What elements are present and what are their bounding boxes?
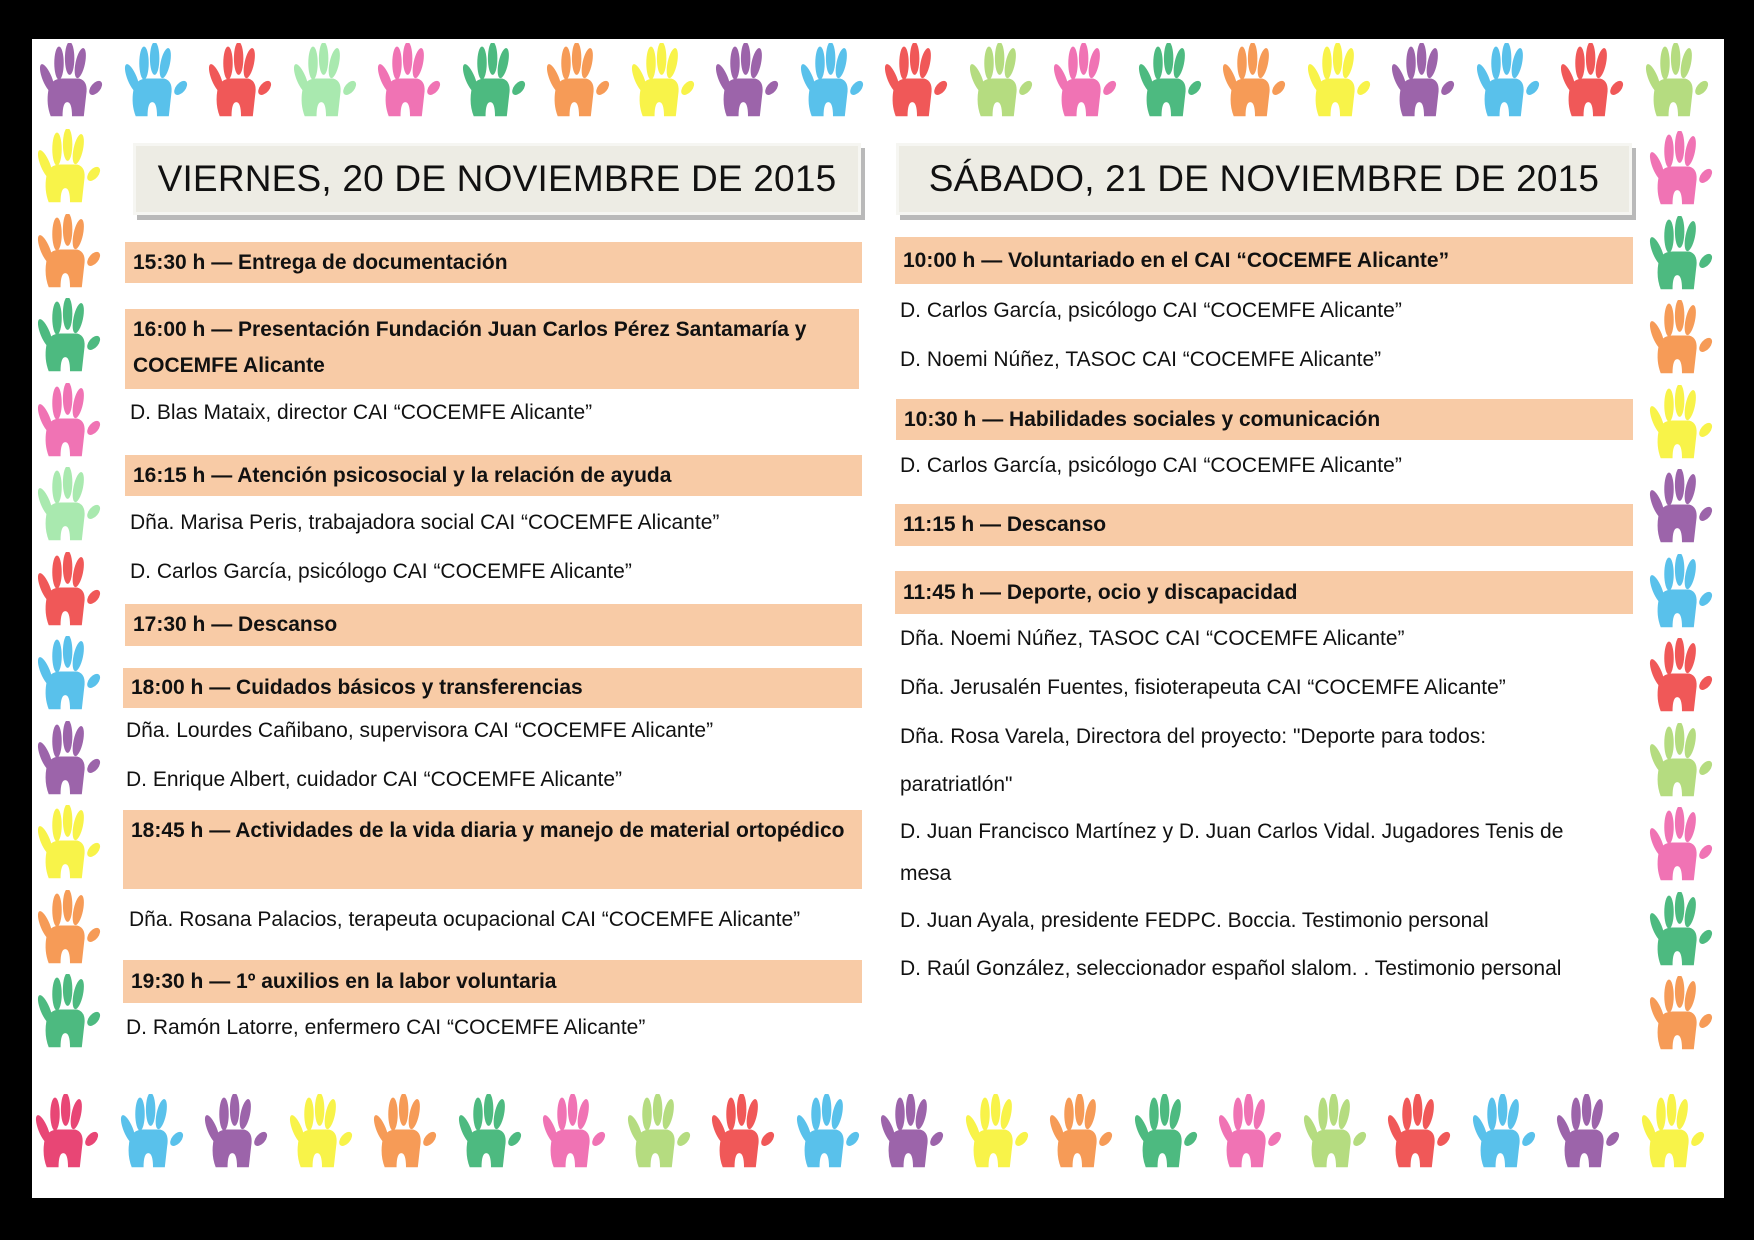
handprint-icon bbox=[1646, 385, 1718, 463]
handprint-icon bbox=[286, 1094, 358, 1172]
handprint-icon bbox=[32, 1094, 104, 1172]
handprint-icon bbox=[1473, 43, 1545, 121]
speaker-line: D. Juan Francisco Martínez y D. Juan Carlos Vidal. Jugadores Tenis de mesa bbox=[900, 820, 1564, 885]
speaker-line: Dña. Rosana Palacios, terapeuta ocupacional CAI “COCEMFE Alicante” bbox=[129, 908, 801, 931]
session-title: 16:15 h — Atención psicosocial y la relación de ayuda bbox=[133, 463, 672, 487]
handprint-icon bbox=[34, 467, 106, 545]
session-title: 18:45 h — Actividades de la vida diaria y manejo de material ortopédico bbox=[131, 819, 845, 842]
handprint-icon bbox=[1646, 469, 1718, 547]
saturday-heading-text: SÁBADO, 21 DE NOVIEMBRE DE 2015 bbox=[928, 158, 1600, 199]
session-bar bbox=[123, 960, 862, 1003]
session-title: 10:00 h — Voluntariado en el CAI “COCEMFE Alicante” bbox=[903, 248, 1450, 272]
speaker-line: D. Carlos García, psicólogo CAI “COCEMFE Alicante” bbox=[900, 299, 1402, 322]
speaker-line: D. Ramón Latorre, enfermero CAI “COCEMFE Alicante” bbox=[126, 1016, 646, 1039]
handprint-icon bbox=[1646, 554, 1718, 632]
session-bar bbox=[895, 504, 1633, 546]
session-title: 15:30 h — Entrega de documentación bbox=[133, 250, 508, 274]
handprint-icon bbox=[1135, 43, 1207, 121]
handprint-icon bbox=[36, 43, 108, 121]
session-title: 11:45 h — Deporte, ocio y discapacidad bbox=[903, 580, 1298, 604]
friday-heading-text: VIERNES, 20 DE NOVIEMBRE DE 2015 bbox=[157, 158, 837, 199]
session-title: 11:15 h — Descanso bbox=[903, 513, 1107, 536]
speaker-line: D. Raúl González, seleccionador español slalom. . Testimonio personal bbox=[900, 957, 1562, 980]
session-bar bbox=[125, 604, 862, 646]
saturday-heading bbox=[896, 143, 1632, 215]
handprint-icon bbox=[797, 43, 869, 121]
handprint-icon bbox=[34, 890, 106, 968]
handprint-icon bbox=[201, 1094, 273, 1172]
handprint-icon bbox=[966, 43, 1038, 121]
speaker-line: Dña. Lourdes Cañibano, supervisora CAI “COCEMFE Alicante” bbox=[126, 719, 714, 742]
session-bar bbox=[895, 571, 1633, 614]
handprint-icon bbox=[1384, 1094, 1456, 1172]
handprint-icon bbox=[34, 974, 106, 1052]
handprint-icon bbox=[1646, 131, 1718, 209]
speaker-line: Dña. Jerusalén Fuentes, fisioterapeuta CAI “COCEMFE Alicante” bbox=[900, 676, 1506, 699]
handprint-icon bbox=[1646, 638, 1718, 716]
speaker-line: D. Blas Mataix, director CAI “COCEMFE Alicante” bbox=[130, 401, 593, 424]
speaker-line: D. Juan Ayala, presidente FEDPC. Boccia. Testimonio personal bbox=[900, 909, 1489, 932]
handprint-icon bbox=[1646, 216, 1718, 294]
handprint-icon bbox=[455, 1094, 527, 1172]
handprint-icon bbox=[34, 129, 106, 207]
handprint-icon bbox=[117, 1094, 189, 1172]
handprint-icon bbox=[1131, 1094, 1203, 1172]
session-title: 16:00 h — Presentación Fundación Juan Carlos Pérez Santamaría y COCEMFE Alicante bbox=[133, 318, 807, 377]
session-bar bbox=[125, 455, 862, 496]
handprint-icon bbox=[374, 43, 446, 121]
handprint-icon bbox=[1050, 43, 1122, 121]
handprint-icon bbox=[34, 214, 106, 292]
handprint-icon bbox=[881, 43, 953, 121]
session-bar bbox=[125, 309, 859, 389]
handprint-icon bbox=[459, 43, 531, 121]
handprint-icon bbox=[34, 636, 106, 714]
handprint-icon bbox=[1646, 300, 1718, 378]
handprint-icon bbox=[1557, 43, 1629, 121]
handprint-icon bbox=[34, 805, 106, 883]
handprint-icon bbox=[1046, 1094, 1118, 1172]
handprint-icon bbox=[1646, 723, 1718, 801]
handprint-icon bbox=[34, 552, 106, 630]
handprint-icon bbox=[1553, 1094, 1625, 1172]
handprint-icon bbox=[628, 43, 700, 121]
handprint-icon bbox=[1638, 1094, 1710, 1172]
handprint-icon bbox=[539, 1094, 611, 1172]
speaker-line: D. Noemi Núñez, TASOC CAI “COCEMFE Alicante” bbox=[900, 348, 1382, 371]
handprint-icon bbox=[1219, 43, 1291, 121]
handprint-icon bbox=[205, 43, 277, 121]
handprint-icon bbox=[1215, 1094, 1287, 1172]
handprint-icon bbox=[962, 1094, 1034, 1172]
session-title: 18:00 h — Cuidados básicos y transferencias bbox=[131, 676, 583, 699]
handprint-icon bbox=[290, 43, 362, 121]
handprint-icon bbox=[1304, 43, 1376, 121]
session-bar bbox=[895, 237, 1633, 284]
speaker-line: D. Carlos García, psicólogo CAI “COCEMFE Alicante” bbox=[900, 454, 1402, 477]
friday-heading bbox=[133, 143, 861, 215]
handprint-icon bbox=[1646, 807, 1718, 885]
handprint-icon bbox=[34, 298, 106, 376]
speaker-line: Dña. Rosa Varela, Directora del proyecto: "Deporte para todos: paratriatlón" bbox=[900, 725, 1487, 796]
handprint-icon bbox=[34, 383, 106, 461]
program-card bbox=[32, 39, 1724, 1198]
session-bar bbox=[123, 668, 862, 708]
session-bar bbox=[896, 399, 1633, 440]
handprint-icon bbox=[1646, 892, 1718, 970]
handprint-icon bbox=[1642, 43, 1714, 121]
session-bar bbox=[123, 810, 862, 889]
speaker-line: Dña. Marisa Peris, trabajadora social CAI “COCEMFE Alicante” bbox=[130, 511, 720, 534]
handprint-icon bbox=[1388, 43, 1460, 121]
handprint-icon bbox=[877, 1094, 949, 1172]
speaker-line: Dña. Noemi Núñez, TASOC CAI “COCEMFE Alicante” bbox=[900, 627, 1405, 650]
handprint-icon bbox=[712, 43, 784, 121]
handprint-icon bbox=[1646, 976, 1718, 1054]
session-title: 19:30 h — 1º auxilios en la labor voluntaria bbox=[131, 969, 557, 993]
speaker-line: D. Enrique Albert, cuidador CAI “COCEMFE Alicante” bbox=[126, 768, 623, 791]
session-title: 17:30 h — Descanso bbox=[133, 613, 338, 636]
handprint-icon bbox=[121, 43, 193, 121]
handprint-icon bbox=[543, 43, 615, 121]
handprint-icon bbox=[708, 1094, 780, 1172]
handprint-icon bbox=[370, 1094, 442, 1172]
handprint-icon bbox=[793, 1094, 865, 1172]
session-bar bbox=[125, 242, 862, 283]
handprint-icon bbox=[34, 721, 106, 799]
speaker-line: D. Carlos García, psicólogo CAI “COCEMFE Alicante” bbox=[130, 560, 632, 583]
session-title: 10:30 h — Habilidades sociales y comunicación bbox=[904, 407, 1381, 431]
handprint-icon bbox=[1300, 1094, 1372, 1172]
handprint-icon bbox=[624, 1094, 696, 1172]
handprint-icon bbox=[1469, 1094, 1541, 1172]
